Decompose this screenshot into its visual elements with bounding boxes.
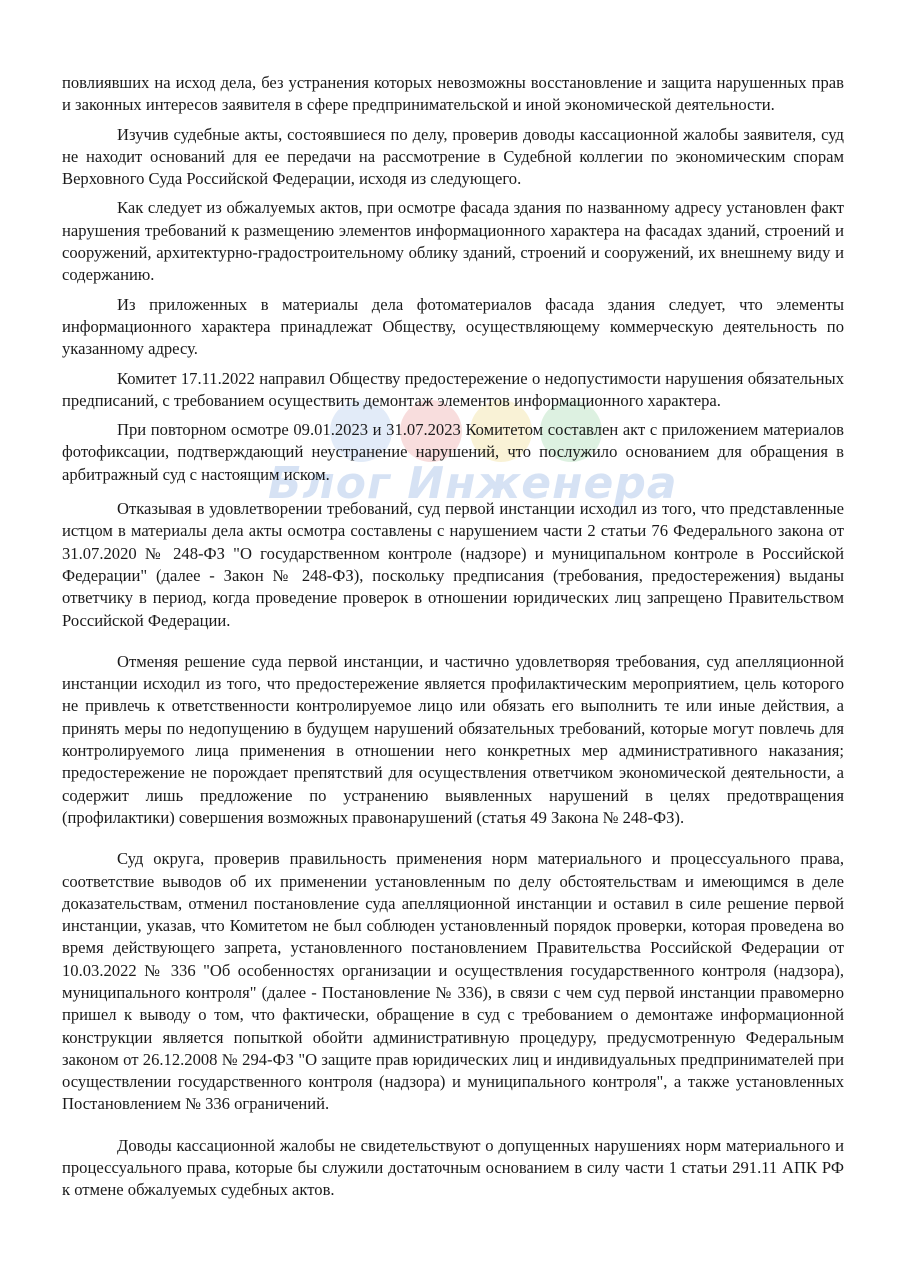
paragraph-first-instance: Отказывая в удовлетворении требований, суд первой инстанции исходил из того, что представленные истцом в материалы дела акты осмотра составлены с нарушением части 2 статьи 76 Федерального закона от 31.07.2020 № 248-ФЗ "О государственном контроле (надзоре) и муниципальном контроле в Российской Федерации" (далее - Закон № 248-ФЗ), поскольку предписания (требования, предостережения) выданы ответчику в период, когда проведение проверок в отношении юридических лиц запрещено Правительством Российской Федерации. xyxy=(62,499,844,630)
paragraph-photo-materials: Из приложенных в материалы дела фотоматериалов фасада здания следует, что элементы информационного характера принадлежат Обществу, осуществляющему коммерческую деятельность по указанному адресу. xyxy=(62,294,844,359)
paragraph-facade-inspection: Как следует из обжалуемых актов, при осмотре фасада здания по названному адресу установлен факт нарушения требований к размещению элементов информационного характера на фасадах зданий, строений и сооружений, архитектурно-градостроительному облику зданий, строений и сооружений, их внешнему виду и содержанию. xyxy=(62,198,844,285)
paragraph-continuation: повлиявших на исход дела, без устранения которых невозможны восстановление и защита нарушенных прав и законных интересов заявителя в сфере предпринимательской и иной экономической деятельности. xyxy=(62,73,844,115)
paragraph-appeal-instance: Отменяя решение суда первой инстанции, и частично удовлетворяя требования, суд апелляционной инстанции исходил из того, что предостережение является профилактическим мероприятием, цель которого не привлечь к ответственности контролируемое лицо или обязать его выполнить те или иные действия, а принять меры по недопущению в будущем нарушений обязательных требований, которые могут повлечь для контролируемого лица применения в отношении него конкретных мер административного наказания; предостережение не порождает препятствий для осуществления ответчиком экономической деятельности, а содержит лишь предложение по устранению выявленных нарушений в целях предотвращения (профилактики) совершения возможных правонарушений (статья 49 Закона № 248-ФЗ). xyxy=(62,651,844,827)
watermark-text: Блог Инженера xyxy=(268,458,678,509)
paragraph-repeat-inspection: При повторном осмотре 09.01.2023 и 31.07.2023 Комитетом составлен акт с приложением материалов фотофиксации, подтверждающий неустранение нарушений, что послужило основанием для обращения в арбитражный суд с настоящим иском. xyxy=(62,420,844,484)
paragraph-district-court: Суд округа, проверив правильность применения норм материального и процессуального права, соответствие выводов об их применении установленным по делу обстоятельствам и имеющимся в деле доказательствам, отменил постановление суда апелляционной инстанции и оставил в силе решение первой инстанции, указав, что Комитетом не был соблюден установленный порядок проверки, которая проведена во время действующего запрета, установленного постановлением Правительства Российской Федерации от 10.03.2022 № 336 "Об особенностях организации и осуществления государственного контроля (надзора), муниципального контроля" (далее - Постановление № 336), в связи с чем суд первой инстанции правомерно пришел к выводу о том, что фактически, обращение в суд с требованием о демонтаже информационной конструкции является попыткой обойти административную процедуру, предусмотренную Федеральным законом от 26.12.2008 № 294-ФЗ "О защите прав юридических лиц и индивидуальных предпринимателей при осуществлении государственного контроля (надзора) и муниципального контроля", а также установленных Постановлением № 336 ограничений. xyxy=(62,849,844,1114)
document-body xyxy=(62,72,844,1202)
paragraph-conclusion: Доводы кассационной жалобы не свидетельствуют о допущенных нарушениях норм материального и процессуального права, которые бы служили достаточным основанием в силу части 1 статьи 291.11 АПК РФ к отмене обжалуемых судебных актов. xyxy=(62,1135,844,1200)
paragraph-committee-warning: Комитет 17.11.2022 направил Обществу предостережение о недопустимости нарушения обязательных предписаний, с требованием осуществить демонтаж элементов информационного характера. xyxy=(62,368,844,410)
paragraph-review: Изучив судебные акты, состоявшиеся по делу, проверив доводы кассационной жалобы заявителя, суд не находит оснований для ее передачи на рассмотрение в Судебной коллегии по экономическим спорам Верховного Суда Российской Федерации, исходя из следующего. xyxy=(62,124,844,189)
